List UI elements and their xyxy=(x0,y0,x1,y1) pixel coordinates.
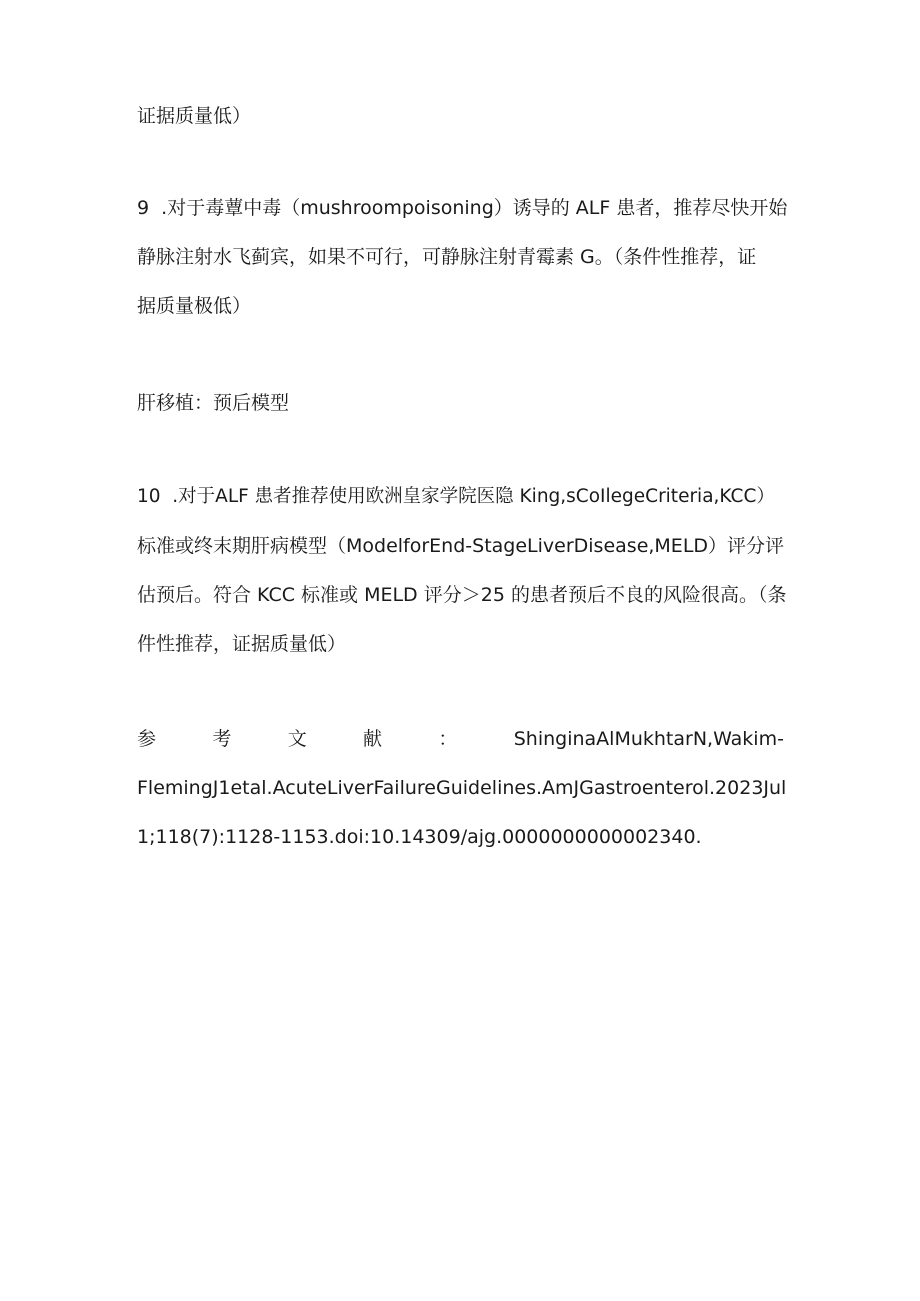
recommendation-10-line-2: 标准或终末期肝病模型（ModelforEnd-StageLiverDisease,MELD）评分评 xyxy=(137,535,785,557)
reference-line-2: FlemingJ1etal.AcuteLiverFailureGuidelines.AmJGastroenterol.2023Jul xyxy=(137,777,787,799)
recommendation-10-line-4: 件性推荐，证据质量低） xyxy=(137,633,347,655)
reference-line-1 xyxy=(137,726,784,752)
reference-label-char: 考 xyxy=(212,728,232,750)
recommendation-9-line-1: 9 .对于毒蕈中毒（mushroompoisoning）诱导的 ALF 患者，推荐尽快开始 xyxy=(137,197,788,219)
reference-authors: ShinginaAlMukhtarN,Wakim- xyxy=(513,728,784,750)
recommendation-9-line-3: 据质量极低） xyxy=(137,295,252,317)
reference-line-3: 1;118(7):1128-1153.doi:10.14309/ajg.0000000000002340. xyxy=(137,826,702,848)
reference-label-char: 参 xyxy=(137,728,157,750)
section-heading-liver-transplant: 肝移植：预后模型 xyxy=(137,392,290,414)
recommendation-9-line-2: 静脉注射水飞蓟宾，如果不可行，可静脉注射青霉素 G。（条件性推荐，证 xyxy=(137,246,757,268)
recommendation-10-line-1: 10 .对于ALF 患者推荐使用欧洲皇家学院医隐 King,sCoIlegeCriteria,KCC） xyxy=(137,486,775,507)
recommendation-10-line-3: 估预后。符合 KCC 标准或 MELD 评分＞25 的患者预后不良的风险很高。（条 xyxy=(137,584,787,606)
reference-label-char: ： xyxy=(438,728,458,750)
reference-label-char: 文 xyxy=(287,728,307,750)
reference-label-char: 献 xyxy=(363,728,383,750)
paragraph-8-tail: 证据质量低） xyxy=(137,105,252,127)
